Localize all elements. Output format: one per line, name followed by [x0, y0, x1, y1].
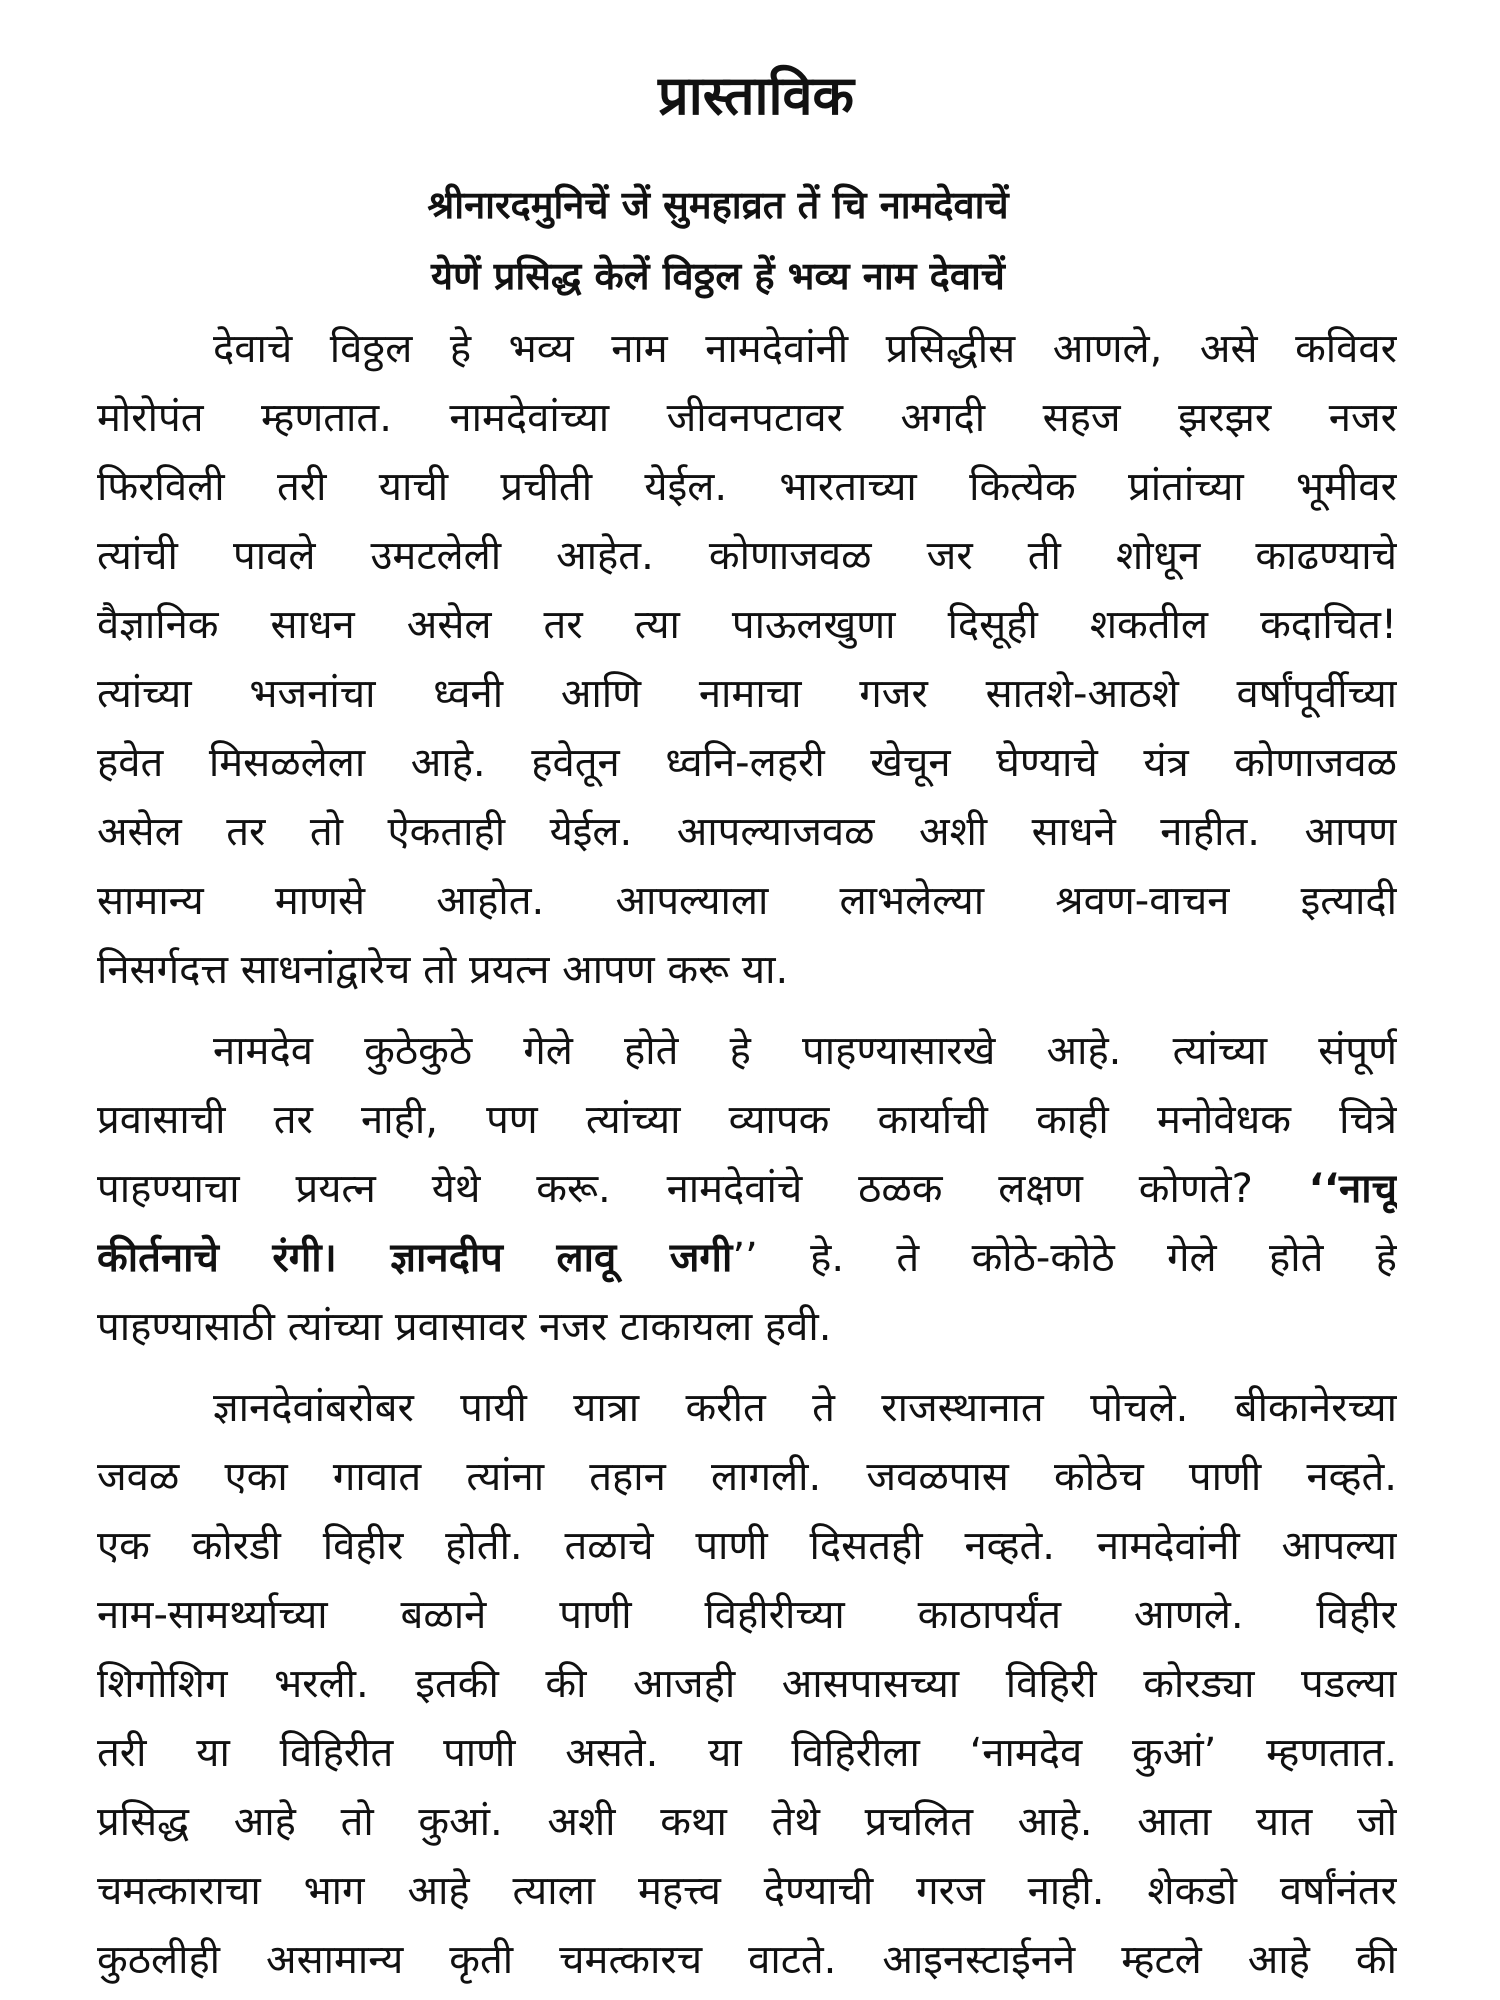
text-line: जवळ एका गावात त्यांना तहान लागली. जवळपास कोठेच पाणी नव्हते.	[97, 1454, 1397, 1500]
paragraph	[97, 1374, 1397, 1995]
text-line: नाम-सामर्थ्याच्या बळाने पाणी विहीरीच्या काठापर्यंत आणले. विहीर	[97, 1592, 1397, 1638]
text-line: नामदेव कुठेकुठे गेले होते हे पाहण्यासारखे आहे. त्यांच्या संपूर्ण	[213, 1028, 1397, 1074]
text-line: कुठलीही असामान्य कृती चमत्कारच वाटते. आइनस्टाईनने म्हटले आहे की	[97, 1937, 1397, 1983]
text-segment: पाहण्याचा प्रयत्न येथे करू. नामदेवांचे ठळक लक्षण कोणते?	[97, 1166, 1253, 1212]
text-line: त्यांची पावले उमटलेली आहेत. कोणाजवळ जर ती शोधून काढण्याचे	[97, 533, 1397, 579]
text-line: शिगोशिग भरली. इतकी की आजही आसपासच्या विहिरी कोरड्या पडल्या	[97, 1661, 1397, 1707]
epigraph	[0, 170, 1436, 312]
text-line: सामान्य माणसे आहोत. आपल्याला लाभलेल्या श्रवण-वाचन इत्यादी	[97, 878, 1397, 924]
body-text	[97, 315, 1397, 1995]
bold-quote: कीर्तनाचे रंगी। ज्ञानदीप लावू जगी	[97, 1235, 733, 1281]
text-line: असेल तर तो ऐकताही येईल. आपल्याजवळ अशी साधने नाहीत. आपण	[97, 809, 1397, 855]
epigraph-line: श्रीनारदमुनिचें जें सुमहाव्रत तें चि नामदेवाचें	[427, 183, 1009, 227]
text-line: हवेत मिसळलेला आहे. हवेतून ध्वनि-लहरी खेचून घेण्याचे यंत्र कोणाजवळ	[97, 740, 1397, 786]
paragraph	[97, 1017, 1397, 1362]
text-line: वैज्ञानिक साधन असेल तर त्या पाऊलखुणा दिसूही शकतील कदाचित!	[97, 602, 1397, 648]
text-line	[97, 1155, 1397, 1224]
text-line: देवाचे विठ्ठल हे भव्य नाम नामदेवांनी प्रसिद्धीस आणले, असे कविवर	[213, 326, 1397, 372]
text-line: एक कोरडी विहीर होती. तळाचे पाणी दिसतही नव्हते. नामदेवांनी आपल्या	[97, 1523, 1397, 1569]
text-line	[97, 1224, 1397, 1293]
text-line: ज्ञानदेवांबरोबर पायी यात्रा करीत ते राजस्थानात पोचले. बीकानेरच्या	[213, 1385, 1397, 1431]
text-line: प्रसिद्ध आहे तो कुआं. अशी कथा तेथे प्रचलित आहे. आता यात जो	[97, 1799, 1397, 1845]
paragraph	[97, 315, 1397, 1005]
text-line: त्यांच्या भजनांचा ध्वनी आणि नामाचा गजर सातशे-आठशे वर्षांपूर्वीच्या	[97, 671, 1397, 717]
text-line: निसर्गदत्त साधनांद्वारेच तो प्रयत्न आपण करू या.	[97, 947, 789, 993]
text-line: पाहण्यासाठी त्यांच्या प्रवासावर नजर टाकायला हवी.	[97, 1304, 832, 1350]
page-title: प्रास्ताविक	[658, 64, 854, 127]
text-segment: ’’ हे. ते कोठे-कोठे गेले होते हे	[732, 1235, 1397, 1281]
epigraph-line: येणें प्रसिद्ध केलें विठ्ठल हें भव्य नाम देवाचें	[431, 254, 1005, 298]
text-line: मोरोपंत म्हणतात. नामदेवांच्या जीवनपटावर अगदी सहज झरझर नजर	[97, 395, 1397, 441]
text-line: चमत्काराचा भाग आहे त्याला महत्त्व देण्याची गरज नाही. शेकडो वर्षांनंतर	[97, 1868, 1397, 1914]
bold-quote: ‘‘नाचू	[1308, 1166, 1397, 1212]
text-line: तरी या विहिरीत पाणी असते. या विहिरीला ‘नामदेव कुआं’ म्हणतात.	[97, 1730, 1397, 1776]
text-line: फिरविली तरी याची प्रचीती येईल. भारताच्या कित्येक प्रांतांच्या भूमीवर	[97, 464, 1397, 510]
text-line: प्रवासाची तर नाही, पण त्यांच्या व्यापक कार्याची काही मनोवेधक चित्रे	[97, 1097, 1397, 1143]
